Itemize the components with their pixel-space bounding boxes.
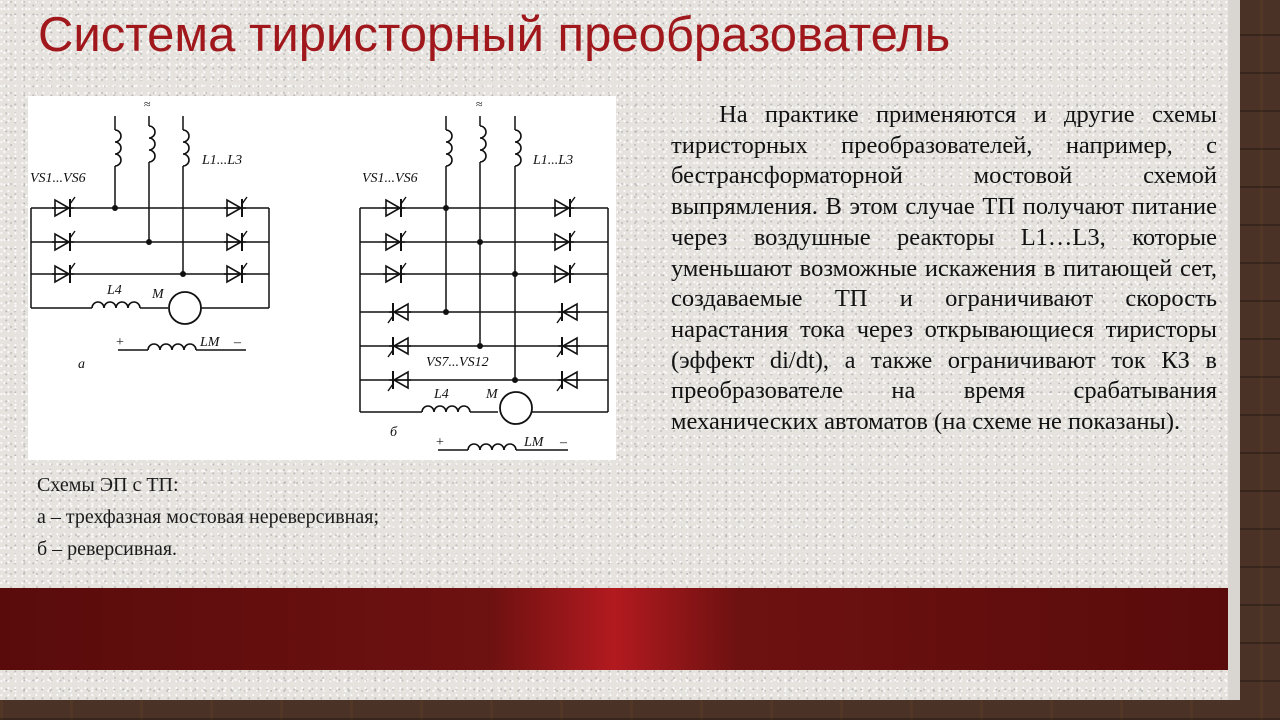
svg-text:L4: L4 <box>107 283 122 298</box>
svg-text:L4: L4 <box>434 387 449 402</box>
svg-text:–: – <box>234 335 241 350</box>
slide-title: Система тиристорный преобразователь <box>38 8 951 62</box>
body-paragraph: На практике применяются и другие схемы тиристорных преобразователей, например, с бестрансформаторной мостовой схемой выпрямления. В этом случае ТП получают питание через воздушные реакторы L1…L3, которые уменьшают возможные искажения в питающей сет, создаваемые ТП и ограничивают скорость нарастания тока через открывающиеся тиристоры (эффект di/dt), а также ограничивают ток КЗ в преобразователе на время срабатывания механических автоматов (на схеме не показаны). <box>671 101 1217 436</box>
svg-text:а: а <box>78 357 85 372</box>
caption-title: Схемы ЭП с ТП: <box>37 474 179 496</box>
svg-text:≈: ≈ <box>476 97 483 111</box>
svg-text:≈: ≈ <box>144 97 151 111</box>
svg-text:LM: LM <box>524 435 544 450</box>
svg-text:VS1...VS6: VS1...VS6 <box>30 171 86 186</box>
svg-text:VS7...VS12: VS7...VS12 <box>426 355 489 370</box>
diagram-a <box>30 97 269 372</box>
svg-text:LM: LM <box>200 335 220 350</box>
svg-text:L1...L3: L1...L3 <box>533 153 574 168</box>
thyristor-circuits <box>28 96 616 460</box>
svg-text:–: – <box>560 435 567 450</box>
caption-line-b: б – реверсивная. <box>37 538 178 560</box>
svg-text:+: + <box>436 435 444 450</box>
svg-text:VS1...VS6: VS1...VS6 <box>362 171 418 186</box>
slide-edge <box>1228 0 1240 700</box>
svg-text:+: + <box>116 335 124 350</box>
figure-caption <box>37 469 379 565</box>
svg-text:M: M <box>486 387 498 402</box>
circuit-diagram <box>28 96 616 460</box>
svg-text:б: б <box>390 425 398 440</box>
footer-band <box>0 588 1228 670</box>
caption-line-a: а – трехфазная мостовая нереверсивная; <box>37 506 380 528</box>
svg-text:M: M <box>152 287 164 302</box>
svg-text:L1...L3: L1...L3 <box>202 153 243 168</box>
diagram-b <box>360 97 608 450</box>
